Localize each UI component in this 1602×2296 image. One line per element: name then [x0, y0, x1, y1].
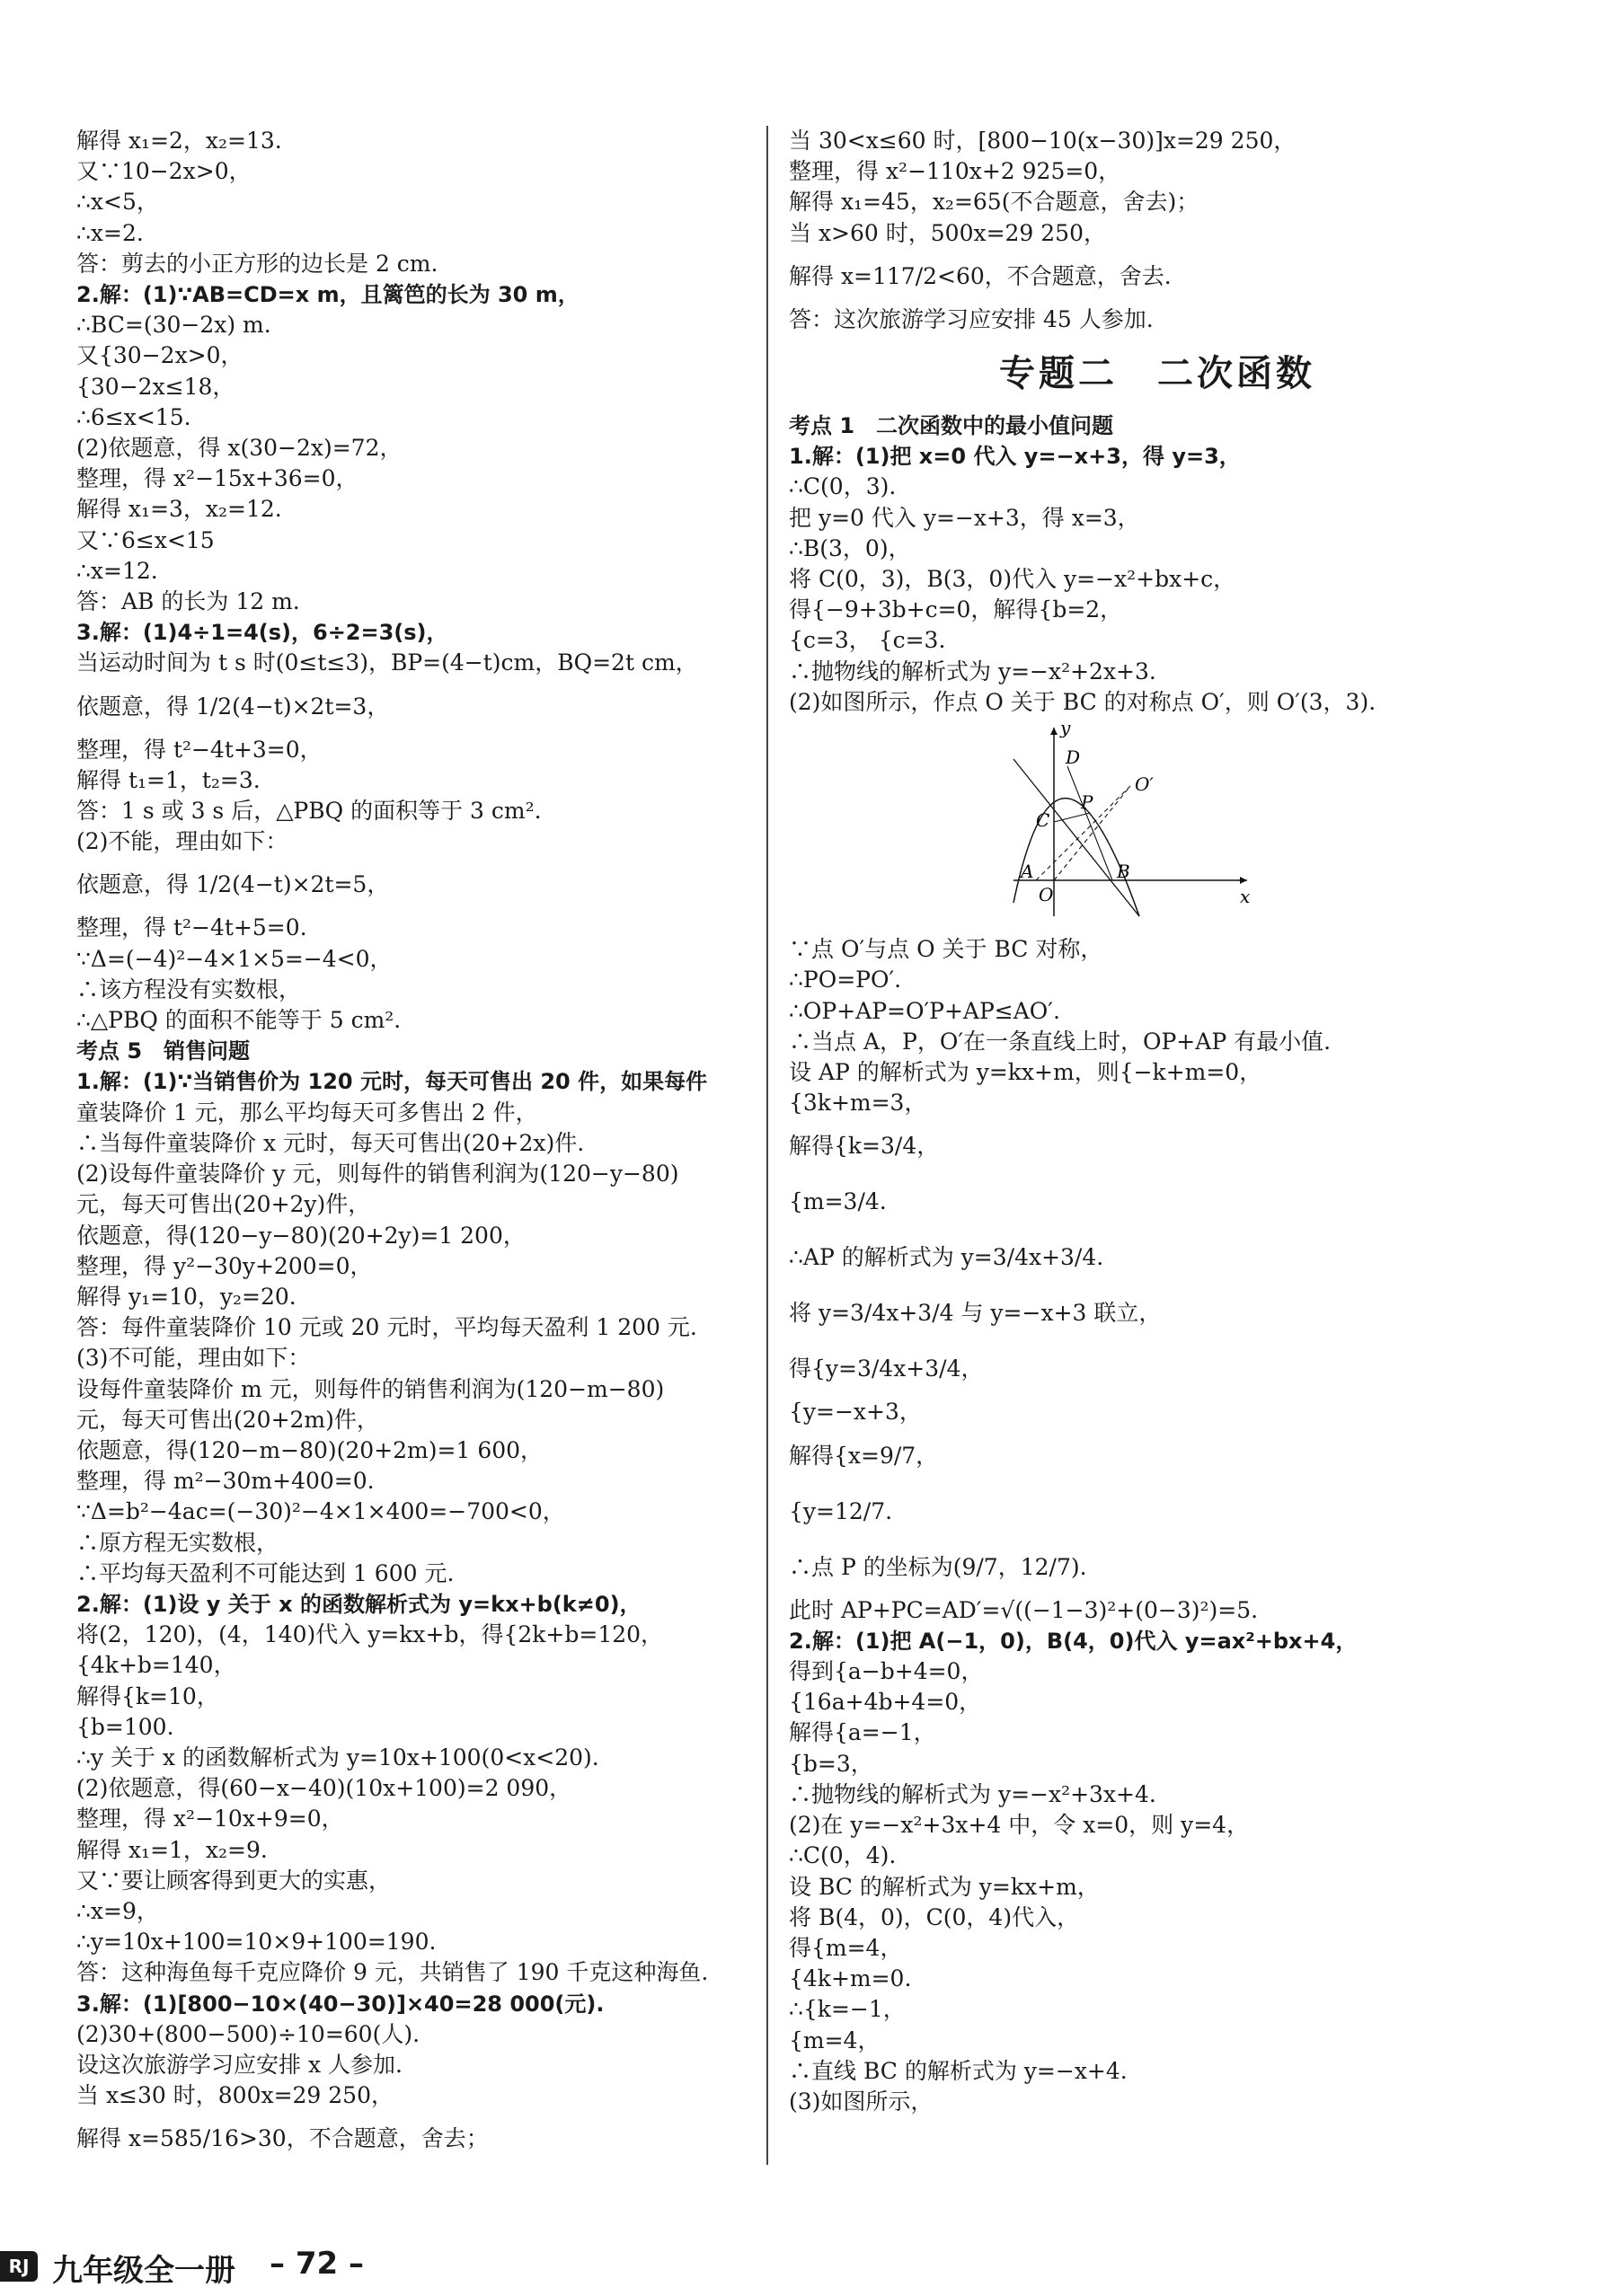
text-line: 解得 x₁=45，x₂=65(不合题意，舍去)； — [789, 189, 1199, 216]
text-line: 当 30<x≤60 时，[800−10(x−30)]x=29 250， — [789, 128, 1297, 154]
text-line: 解得 y₁=10，y₂=20. — [76, 1283, 297, 1310]
text-line: 整理，得 m²−30m+400=0. — [76, 1468, 375, 1495]
text-line: ∵Δ=(−4)²−4×1×5=−4<0， — [76, 945, 393, 972]
label-o-prime: O′ — [1135, 773, 1154, 796]
text-line: 童装降价 1 元，那么平均每天可多售出 2 件， — [76, 1099, 538, 1126]
text-line: 2.解：(1)设 y 关于 x 的函数解析式为 y=kx+b(k≠0)， — [76, 1591, 642, 1617]
text-line: 把 y=0 代入 y=−x+3，得 x=3， — [789, 504, 1140, 531]
text-line: ∴抛物线的解析式为 y=−x²+3x+4. — [789, 1780, 1156, 1807]
edition-badge: RJ — [0, 2251, 38, 2282]
text-line: 解得 t₁=1，t₂=3. — [76, 766, 261, 793]
text-line: 又∵10−2x>0， — [76, 158, 252, 185]
text-line: ∴C(0，3). — [789, 473, 897, 500]
right-column-bottom — [789, 934, 1526, 2117]
text-line: 解得{x=9/7， — [789, 1442, 939, 1469]
text-line: 当 x>60 时，500x=29 250， — [789, 219, 1106, 246]
text-line: {m=3/4. — [789, 1188, 887, 1215]
text-line: {4k+m=0. — [789, 1965, 912, 1992]
text-line: ∴直线 BC 的解析式为 y=−x+4. — [789, 2057, 1128, 2084]
label-p: P — [1081, 791, 1093, 814]
x-axis-arrow-icon — [1240, 877, 1247, 884]
right-column-mid — [789, 411, 1526, 718]
text-line: 设每件童装降价 m 元，则每件的销售利润为(120−m−80) — [76, 1375, 665, 1402]
right-column-top — [789, 126, 1526, 335]
text-line: 当运动时间为 t s 时(0≤t≤3)，BP=(4−t)cm，BQ=2t cm， — [76, 649, 698, 676]
text-line: 答：1 s 或 3 s 后，△PBQ 的面积等于 3 cm². — [76, 798, 542, 825]
text-line: 元，每天可售出(20+2m)件， — [76, 1406, 379, 1433]
text-line: ∴PO=PO′. — [789, 967, 902, 993]
text-line: ∴B(3，0)， — [789, 534, 911, 561]
text-line: ∴当每件童装降价 x 元时，每天可售出(20+2x)件. — [76, 1129, 585, 1156]
text-line: ∵点 O′与点 O 关于 BC 对称， — [789, 936, 1103, 963]
text-line: ∴y 关于 x 的函数解析式为 y=10x+100(0<x<20). — [76, 1744, 599, 1771]
parabola-figure — [1005, 723, 1526, 929]
text-line: ∴x=2. — [76, 219, 144, 246]
text-line: 又∵6≤x<15 — [76, 526, 215, 553]
text-line: {c=3， {c=3. — [789, 627, 946, 654]
line-bc — [1013, 759, 1139, 916]
text-line: ∴点 P 的坐标为(9/7，12/7). — [789, 1553, 1087, 1580]
text-line: 依题意，得 1/2(4−t)×2t=3， — [76, 693, 390, 720]
text-line: {m=4， — [789, 2027, 881, 2053]
text-line: {30−2x≤18， — [76, 373, 235, 400]
label-y: y — [1060, 723, 1071, 739]
right-column — [789, 126, 1526, 2117]
text-line: 整理，得 x²−110x+2 925=0， — [789, 158, 1121, 185]
label-b: B — [1117, 861, 1130, 883]
label-x: x — [1240, 886, 1251, 908]
parabola-diagram — [1005, 723, 1256, 921]
text-line: 答：剪去的小正方形的边长是 2 cm. — [76, 250, 438, 277]
text-line: 解得 x=117/2<60，不合题意，舍去. — [789, 262, 1172, 289]
text-line: 当 x≤30 时，800x=29 250， — [76, 2082, 394, 2109]
text-line: ∴BC=(30−2x) m. — [76, 312, 271, 339]
text-line: 整理，得 t²−4t+5=0. — [76, 914, 307, 941]
text-line: {y=−x+3， — [789, 1399, 922, 1426]
text-line: ∴当点 A，P，O′在一条直线上时，OP+AP 有最小值. — [789, 1028, 1332, 1055]
text-line: ∴6≤x<15. — [76, 403, 191, 430]
text-line: 解得{k=10， — [76, 1682, 219, 1709]
text-line: 此时 AP+PC=AD′=√((−1−3)²+(0−3)²)=5. — [789, 1596, 1259, 1623]
label-o: O — [1039, 884, 1054, 906]
page-number: – 72 – — [270, 2246, 364, 2282]
text-line: 考点 5 销售问题 — [76, 1038, 251, 1064]
line-cp — [1054, 813, 1090, 822]
text-line: 设这次旅游学习应安排 x 人参加. — [76, 2051, 403, 2078]
text-line: (3)不可能，理由如下： — [76, 1345, 311, 1372]
text-line: 答：每件童装降价 10 元或 20 元时，平均每天盈利 1 200 元. — [76, 1314, 697, 1341]
text-line: ∴△PBQ 的面积不能等于 5 cm². — [76, 1007, 402, 1034]
text-line: 整理，得 x²−10x+9=0， — [76, 1806, 344, 1832]
text-line: {16a+4b+4=0， — [789, 1689, 982, 1716]
text-line: 将 y=3/4x+3/4 与 y=−x+3 联立， — [789, 1300, 1162, 1327]
line-db — [1067, 766, 1112, 880]
text-line: 又{30−2x>0， — [76, 342, 243, 369]
text-line: (2)依题意，得 x(30−2x)=72， — [76, 435, 403, 462]
text-line: ∴该方程没有实数根， — [76, 976, 302, 1002]
text-line: (2)如图所示，作点 O 关于 BC 的对称点 O′，则 O′(3，3). — [789, 688, 1376, 715]
text-line: 设 BC 的解析式为 y=kx+m， — [789, 1873, 1100, 1900]
text-line: ∴{k=−1， — [789, 1996, 906, 2023]
text-line: 又∵要让顾客得到更大的实惠， — [76, 1867, 392, 1894]
text-line: {4k+b=140， — [76, 1652, 236, 1679]
text-line: 设 AP 的解析式为 y=kx+m，则{−k+m=0， — [789, 1059, 1262, 1086]
text-line: (2)依题意，得(60−x−40)(10x+100)=2 090， — [76, 1775, 572, 1802]
y-axis-arrow-icon — [1050, 728, 1058, 735]
text-line: 依题意，得 1/2(4−t)×2t=5， — [76, 871, 390, 898]
text-line: 答：这种海鱼每千克应降价 9 元，共销售了 190 千克这种海鱼. — [76, 1959, 709, 1986]
text-line: 解得 x₁=1，x₂=9. — [76, 1836, 268, 1863]
text-line: 整理，得 t²−4t+3=0， — [76, 736, 323, 763]
text-line: (2)30+(800−500)÷10=60(人). — [76, 2020, 420, 2047]
text-line: (3)如图所示， — [789, 2088, 934, 2115]
text-line: 2.解：(1)∵AB=CD=x m，且篱笆的长为 30 m， — [76, 282, 580, 308]
text-line: 3.解：(1)4÷1=4(s)，6÷2=3(s)， — [76, 620, 448, 646]
text-line: (2)在 y=−x²+3x+4 中，令 x=0，则 y=4， — [789, 1812, 1250, 1839]
text-line: 得到{a−b+4=0， — [789, 1658, 984, 1685]
left-column — [76, 126, 759, 2167]
text-line: 整理，得 x²−15x+36=0， — [76, 465, 358, 492]
text-line: 元，每天可售出(20+2y)件， — [76, 1191, 371, 1218]
text-line: 答：AB 的长为 12 m. — [76, 588, 300, 615]
text-line: {y=12/7. — [789, 1497, 893, 1524]
text-line: 得{y=3/4x+3/4， — [789, 1356, 984, 1382]
text-line: 解得 x=585/16>30，不合题意，舍去； — [76, 2125, 489, 2152]
text-line: 考点 1 二次函数中的最小值问题 — [789, 413, 1114, 439]
text-line: 得{−9+3b+c=0，解得{b=2， — [789, 596, 1123, 623]
text-line: {b=100. — [76, 1713, 174, 1740]
text-line: 整理，得 y²−30y+200=0， — [76, 1252, 373, 1279]
text-line: 解得{k=3/4， — [789, 1133, 940, 1160]
text-line: 依题意，得(120−m−80)(20+2m)=1 600， — [76, 1436, 544, 1463]
text-line: 答：这次旅游学习应安排 45 人参加. — [789, 305, 1154, 332]
text-line: 3.解：(1)[800−10×(40−30)]×40=28 000(元). — [76, 1991, 605, 2017]
text-line: 将 C(0，3)，B(3，0)代入 y=−x²+bx+c， — [789, 566, 1236, 593]
text-line: ∴C(0，4). — [789, 1842, 897, 1869]
text-line: ∴x=12. — [76, 557, 158, 584]
text-line: {b=3， — [789, 1750, 873, 1777]
label-d: D — [1066, 746, 1081, 769]
text-line: ∴x=9， — [76, 1897, 159, 1924]
column-divider — [766, 126, 768, 2165]
text-line: 依题意，得(120−y−80)(20+2y)=1 200， — [76, 1222, 526, 1249]
text-line: 得{m=4， — [789, 1934, 903, 1961]
text-line: ∴OP+AP=O′P+AP≤AO′. — [789, 997, 1060, 1024]
text-line: 1.解：(1)把 x=0 代入 y=−x+3，得 y=3， — [789, 444, 1241, 470]
text-line: ∴抛物线的解析式为 y=−x²+2x+3. — [789, 658, 1156, 684]
text-line: 2.解：(1)把 A(−1，0)，B(4，0)代入 y=ax²+bx+4， — [789, 1628, 1358, 1654]
text-line: 解得{a=−1， — [789, 1719, 936, 1746]
text-line: ∴AP 的解析式为 y=3/4x+3/4. — [789, 1244, 1104, 1271]
text-line: 解得 x₁=3，x₂=12. — [76, 496, 282, 523]
text-line: ∵Δ=b²−4ac=(−30)²−4×1×400=−700<0， — [76, 1498, 565, 1525]
page-footer — [0, 2244, 629, 2289]
text-line: 将 B(4，0)，C(0，4)代入， — [789, 1903, 1080, 1930]
text-line: (2)设每件童装降价 y 元，则每件的销售利润为(120−y−80) — [76, 1161, 679, 1188]
text-line: 解得 x₁=2，x₂=13. — [76, 128, 282, 154]
text-line: ∴原方程无实数根， — [76, 1529, 279, 1556]
text-line: ∴y=10x+100=10×9+100=190. — [76, 1929, 437, 1956]
label-c: C — [1036, 809, 1050, 832]
text-line: 将(2，120)，(4，140)代入 y=kx+b，得{2k+b=120， — [76, 1621, 664, 1648]
text-line: ∴x<5， — [76, 189, 159, 216]
section-title: 专题二 二次函数 — [999, 353, 1315, 395]
text-line: (2)不能，理由如下： — [76, 828, 288, 855]
text-line: 1.解：(1)∵当销售价为 120 元时，每天可售出 20 件，如果每件 — [76, 1069, 708, 1095]
grade-label: 九年级全一册 — [52, 2253, 235, 2289]
text-line: ∴平均每天盈利不可能达到 1 600 元. — [76, 1559, 455, 1586]
text-line: {3k+m=3， — [789, 1090, 927, 1117]
label-a: A — [1021, 861, 1034, 883]
